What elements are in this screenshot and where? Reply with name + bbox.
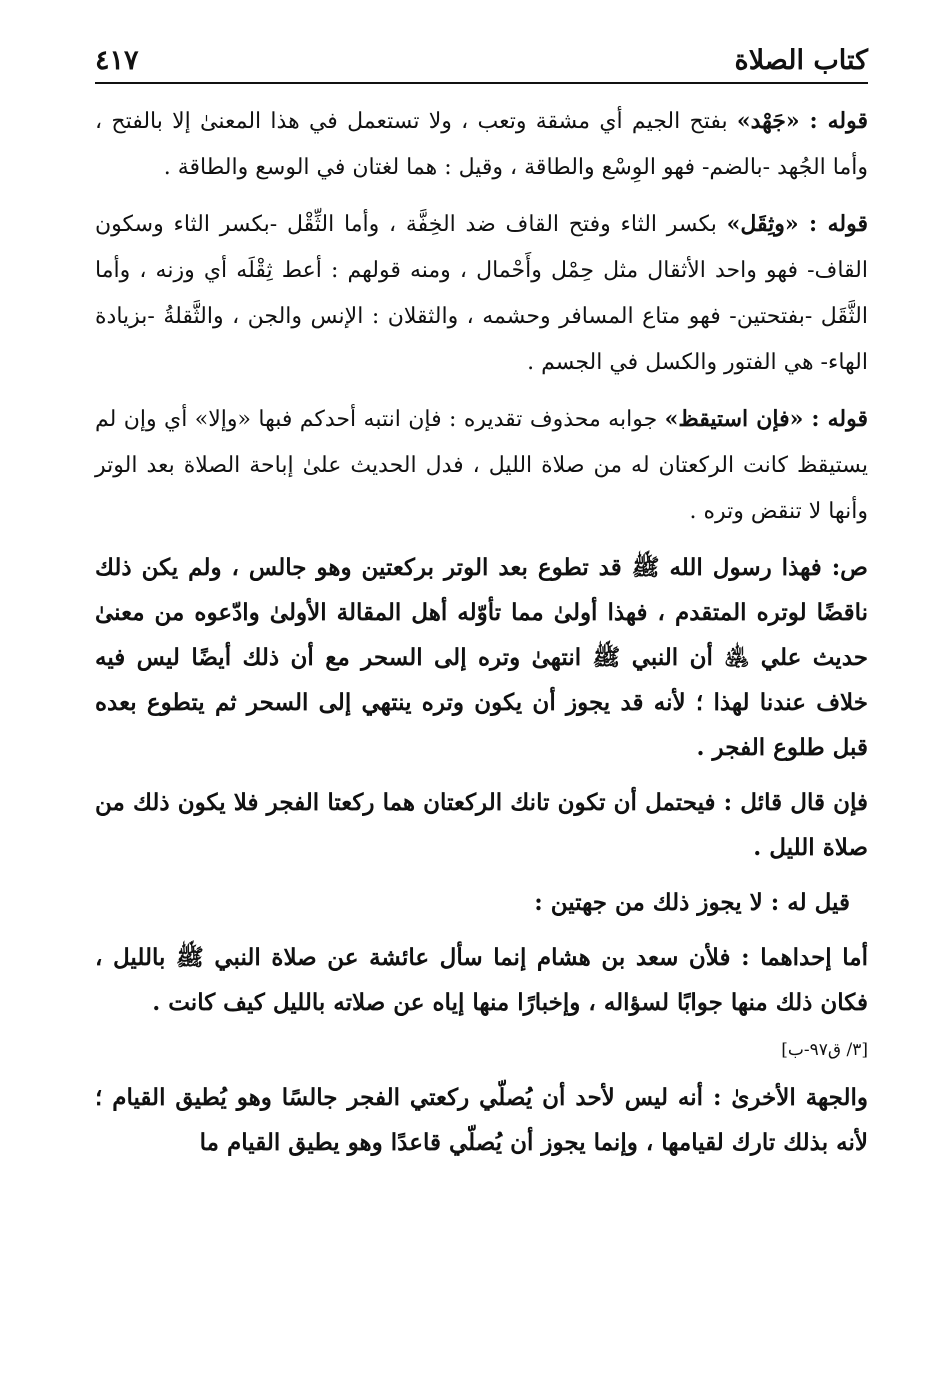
paragraph-objection: فإن قال قائل : فيحتمل أن تكون تانك الركعتان هما ركعتا الفجر فلا يكون ذلك من صلاة الليل . [95, 789, 868, 861]
paragraph-text: جوابه محذوف تقديره : فإن انتبه أحدكم فبها «وإلا» أي وإن لم يستيقظ كانت الركعتان له من صلاة الليل ، فدل الحديث علىٰ إباحة الصلاة بعد الوتر وأنها لا تنقض وتره . [95, 407, 868, 524]
paragraph-jahd [95, 98, 868, 191]
paragraph-lead: قوله : «وثِقَل» [726, 211, 868, 237]
paragraph-text-sad: ص: فهذا رسول الله ﷺ قد تطوع بعد الوتر بركعتين وهو جالس ، ولم يكن ذلك ناقضًا لوتره المتقدم ، فهذا أولىٰ مما تأوّله أهل المقالة الأولىٰ وادّعوه من معنىٰ حديث علي ﵁ أن النبي ﷺ انتهىٰ وتره إلى السحر مع أن ذلك أيضًا ليس فيه خلاف عندنا لهذا ؛ لأنه قد يجوز أن يكون وتره ينتهي إلى السحر ثم يتطوع بعده قبل طلوع الفجر . [95, 554, 868, 761]
paragraph-text: بفتح الجيم أي مشقة وتعب ، ولا تستعمل في هذا المعنىٰ إلا بالفتح ، وأما الجُهد -بالضم- فهو الوِسْع والطاقة ، وقيل : هما لغتان في الوسع والطاقة . [95, 109, 868, 180]
paragraph-lead: قوله : «جَهْد» [736, 108, 868, 134]
manuscript-reference: [٣/ ق٩٧-ب] [781, 1040, 868, 1060]
paragraph-lead: قوله : «فإن استيقظ» [664, 406, 868, 432]
paragraph-text: بكسر الثاء وفتح القاف ضد الخِفَّة ، وأما الثِّقْل -بكسر الثاء وسكون القاف- فهو واحد الأثقال مثل حِمْل وأَحْمال ، ومنه قولهم : أعط ثِقْلَه أي وزنه ، وأما الثَّقَل -بفتحتين- فهو متاع المسافر وحشمه ، والثقلان : الإنس والجن ، والثَّقلةُ -بزيادة الهاء- هي الفتور والكسل في الجسم . [95, 212, 868, 375]
book-title: كتاب الصلاة [734, 45, 868, 76]
paragraph-istayqaza [95, 396, 868, 535]
paragraph-second-reason: والجهة الأخرىٰ : أنه ليس لأحد أن يُصلّي ركعتي الفجر جالسًا وهو يُطيق القيام ؛ لأنه بذلك تارك لقيامها ، وإنما يجوز أن يُصلّي قاعدًا وهو يطيق القيام ما [95, 1084, 868, 1156]
paragraph-first-reason: أما إحداهما : فلأن سعد بن هشام إنما سأل عائشة عن صلاة النبي ﷺ بالليل ، فكان ذلك منها جوابًا لسؤاله ، وإخبارًا منها إياه عن صلاته بالليل كيف كانت . [95, 944, 868, 1016]
page-body [95, 98, 868, 1175]
page-header [95, 28, 868, 84]
paragraph-reply: قيل له : لا يجوز ذلك من جهتين : [534, 889, 850, 916]
paragraph-thiqal [95, 201, 868, 386]
page-number: ٤١٧ [95, 45, 139, 76]
